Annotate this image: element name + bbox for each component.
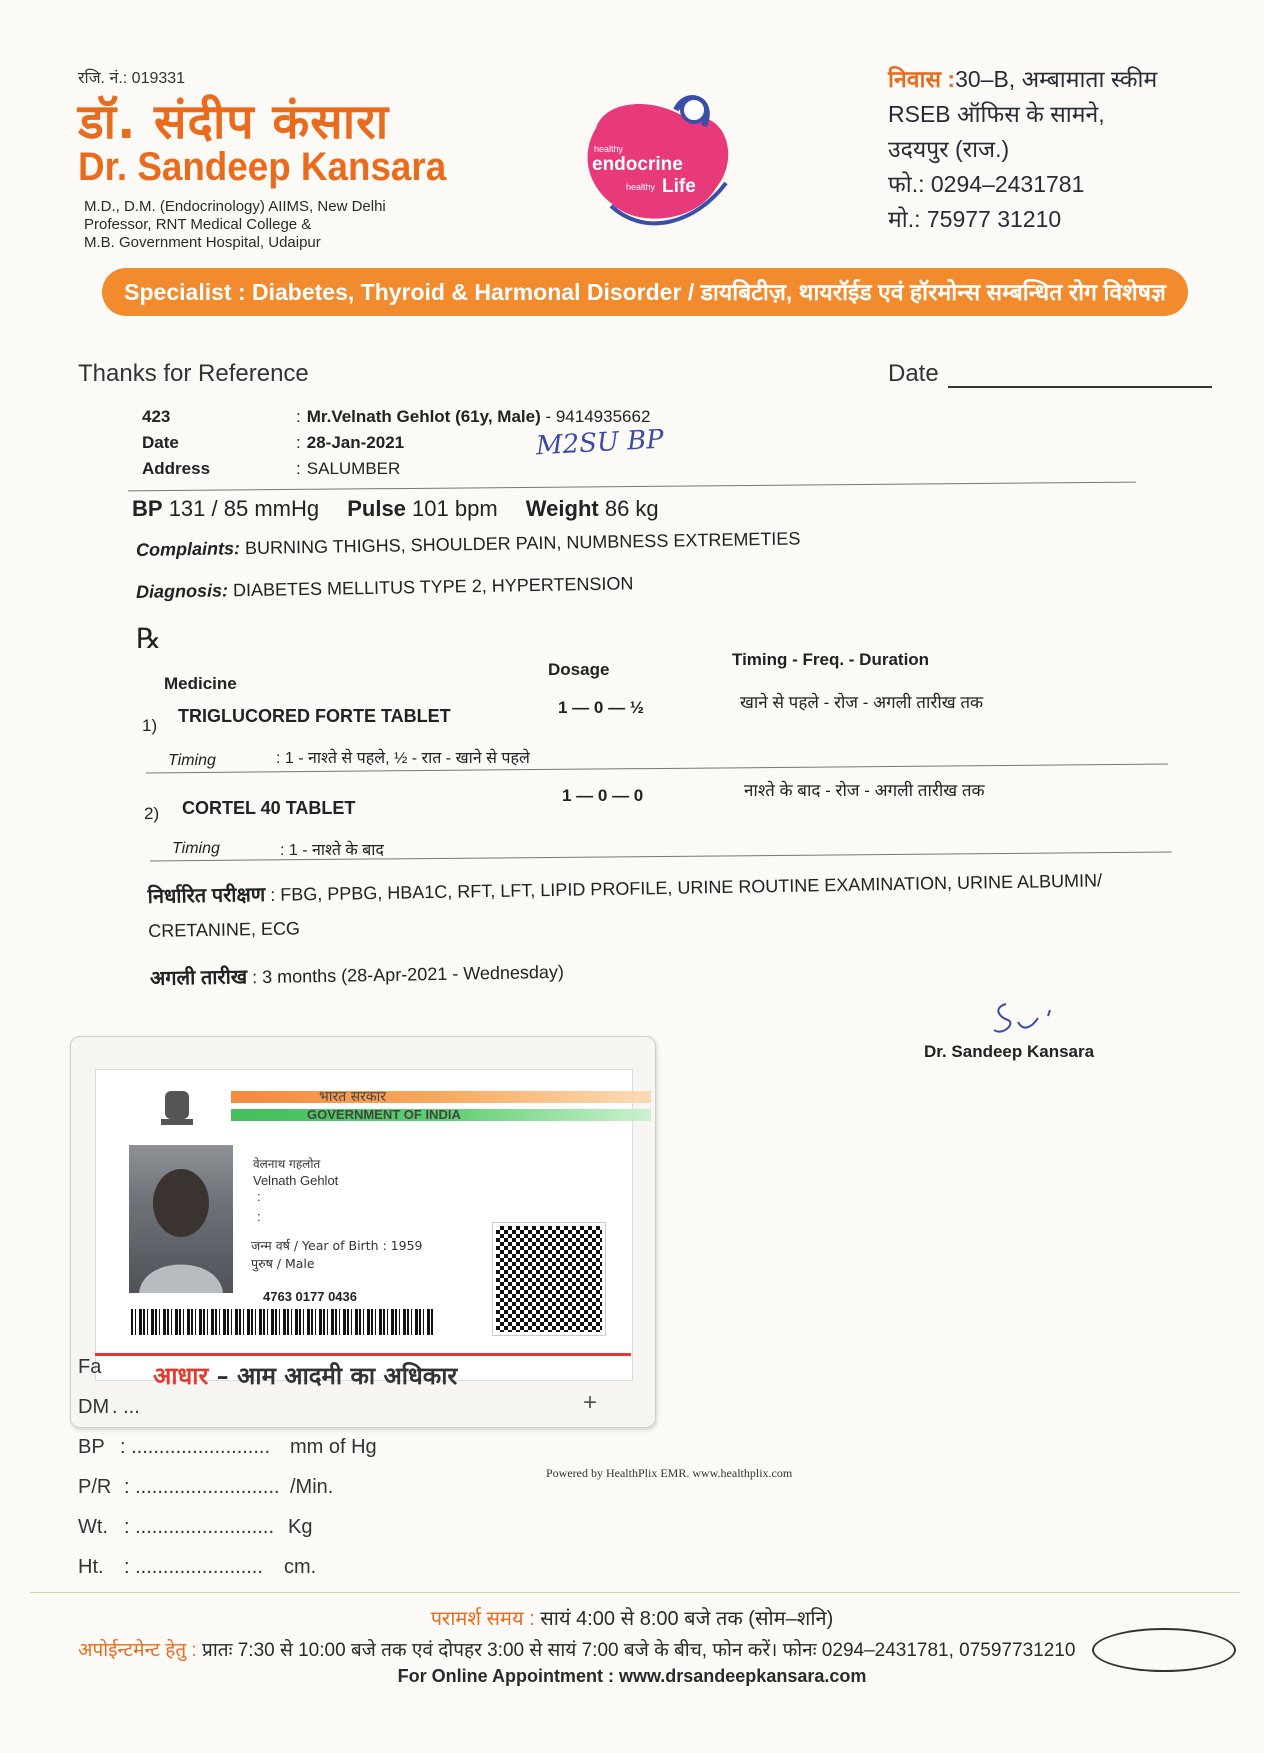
aadhaar-number: 4763 0177 0436 xyxy=(263,1289,357,1304)
emblem-icon xyxy=(159,1087,195,1131)
qualification-line: Professor, RNT Medical College & xyxy=(84,216,312,233)
pulse-label: Pulse xyxy=(347,496,406,521)
doctor-qualifications xyxy=(84,198,386,252)
diagnosis xyxy=(136,573,634,603)
online-label: For Online Appointment : xyxy=(397,1666,614,1686)
qr-code xyxy=(493,1223,605,1335)
form-bp-label: BP xyxy=(78,1436,105,1458)
clinic-address xyxy=(888,62,1157,237)
slogan-rest: – आम आदमी का अधिकार xyxy=(208,1361,458,1390)
aadhaar-slogan xyxy=(153,1359,457,1392)
complaints xyxy=(136,528,801,561)
patient-date: 28-Jan-2021 xyxy=(306,433,405,452)
timing-label: Timing xyxy=(168,752,216,769)
logo-text: Life xyxy=(662,176,696,197)
barcode xyxy=(131,1309,433,1335)
header-dosage: Dosage xyxy=(548,660,610,679)
photo xyxy=(129,1145,233,1293)
card-name-english: Velnath Gehlot xyxy=(253,1173,339,1188)
doctor-name-hindi: डॉ. संदीप कंसारा xyxy=(78,94,390,150)
weight-label: Weight xyxy=(525,496,599,521)
phone-line: फो.: 0294–2431781 xyxy=(888,171,1085,197)
form-ht-label: Ht. xyxy=(78,1556,104,1578)
weight-value: 86 kg xyxy=(604,496,659,521)
consult-time: सायं 4:00 से 8:00 बजे तक (सोम–शनि) xyxy=(534,1608,834,1630)
vitals-row xyxy=(132,496,659,522)
form-bp-dots: : ......................... xyxy=(120,1436,271,1458)
patient-address-label: Address xyxy=(142,459,211,478)
patient-name: Mr.Velnath Gehlot (61y, Male) xyxy=(306,407,541,426)
form-ht-unit: cm. xyxy=(284,1556,317,1578)
patient-address: SALUMBER xyxy=(306,459,401,478)
medicine-number: 1) xyxy=(142,716,158,735)
tests-value: : FBG, PPBG, HBA1C, RFT, LFT, LIPID PROFILE, URINE ROUTINE EXAMINATION, URINE ALBUMIN/ CRETANINE, ECG xyxy=(148,870,1103,941)
appointment-info xyxy=(78,1636,1075,1662)
card-name-hindi: वेलनाथ गहलोत xyxy=(253,1157,321,1171)
date-label: Date xyxy=(888,360,939,387)
divider xyxy=(128,482,1136,492)
logo-text: healthy xyxy=(626,182,656,192)
mobile-line: मो.: 75977 31210 xyxy=(888,206,1062,232)
powered-by: Powered by HealthPlix EMR. www.healthplix.com xyxy=(546,1466,793,1480)
medicine-frequency: नाश्ते के बाद - रोज - अगली तारीख तक xyxy=(744,781,985,800)
complaints-label: Complaints: xyxy=(135,538,241,560)
form-pr-dots: : .......................... xyxy=(124,1476,280,1498)
patient-date-label: Date xyxy=(142,433,179,452)
form-bp-unit: mm of Hg xyxy=(290,1436,377,1458)
address-line: RSEB ऑफिस के सामने, xyxy=(888,101,1105,127)
card-colon: : xyxy=(257,1189,261,1204)
form-pr-label: P/R xyxy=(78,1476,112,1498)
next-date-value: : 3 months (28-Apr-2021 - Wednesday) xyxy=(251,961,565,988)
form-pr-unit: /Min. xyxy=(290,1476,334,1498)
consultation-time xyxy=(0,1604,1264,1631)
card-gender: पुरुष / Male xyxy=(251,1256,315,1271)
gov-hindi: भारत सरकार xyxy=(319,1089,386,1105)
person-icon xyxy=(129,1145,233,1293)
date-blank-line xyxy=(948,386,1212,388)
tricolor-saffron xyxy=(231,1091,651,1103)
endocrine-logo xyxy=(576,88,736,238)
timing-value: : 1 - नाश्ते से पहले, ½ - रात - खाने से पहले xyxy=(276,750,530,767)
specialist-banner: Specialist : Diabetes, Thyroid & Harmonal Disorder / डायबिटीज़, थायरॉईड एवं हॉरमोन्स सम्बन्धित रोग विशेषज्ञ xyxy=(102,268,1188,316)
plus-icon: + xyxy=(583,1389,598,1416)
thanks-for-reference: Thanks for Reference xyxy=(78,360,309,387)
qualification-line: M.B. Government Hospital, Udaipur xyxy=(84,234,321,251)
next-date-label: अगली तारीख xyxy=(149,966,248,990)
footer-divider xyxy=(30,1592,1240,1593)
signature-scribble xyxy=(988,996,1078,1042)
diagnosis-label: Diagnosis: xyxy=(135,580,229,602)
form-wt-unit: Kg xyxy=(288,1516,313,1538)
address-line: उदयपुर (राज.) xyxy=(888,136,1010,162)
dm-dots: . ... xyxy=(112,1396,140,1418)
diagnosis-value: DIABETES MELLITUS TYPE 2, HYPERTENSION xyxy=(232,573,634,601)
timing-value: : 1 - नाश्ते के बाद xyxy=(280,842,384,859)
form-wt-dots: : ......................... xyxy=(124,1516,275,1538)
medicine-number: 2) xyxy=(144,804,160,823)
header-timing: Timing - Freq. - Duration xyxy=(732,650,930,669)
address-line: 30–B, अम्बामाता स्कीम xyxy=(955,66,1158,92)
online-url: www.drsandeepkansara.com xyxy=(613,1666,867,1686)
appt-text: प्रातः 7:30 से 10:00 बजे तक एवं दोपहर 3:00 से सायं 7:00 बजे के बीच, फोन करें। फोनः 0294–2431781, xyxy=(196,1640,960,1661)
fasting-label: Fa xyxy=(78,1356,102,1378)
red-line xyxy=(95,1353,631,1356)
header-medicine: Medicine xyxy=(164,674,237,693)
gov-english: GOVERNMENT OF INDIA xyxy=(307,1107,461,1122)
online-appointment xyxy=(0,1666,1264,1687)
slogan-aadhaar: आधार xyxy=(153,1361,209,1390)
tests-label: निर्धारित परीक्षण xyxy=(147,883,266,909)
timing-label: Timing xyxy=(172,840,220,857)
next-date xyxy=(150,957,564,991)
bp-label: BP xyxy=(132,496,163,521)
card-colon: : xyxy=(257,1209,261,1224)
consult-label: परामर्श समय : xyxy=(430,1608,535,1630)
medicine-dosage: 1 — 0 — ½ xyxy=(558,698,644,717)
aadhaar-card xyxy=(70,1036,656,1428)
address-label: निवास : xyxy=(888,66,956,92)
pulse-value: 101 bpm xyxy=(412,496,498,521)
patient-phone: - 9414935662 xyxy=(545,407,651,426)
rx-icon: ℞ xyxy=(136,622,162,655)
complaints-value: BURNING THIGHS, SHOULDER PAIN, NUMBNESS EXTREMETIES xyxy=(244,528,801,559)
medicine-name: CORTEL 40 TABLET xyxy=(182,798,356,818)
medicine-dosage: 1 — 0 — 0 xyxy=(562,786,644,805)
handwritten-note: M2SU BP xyxy=(535,424,665,462)
doctor-signature-name: Dr. Sandeep Kansara xyxy=(924,1042,1095,1061)
medicine-frequency: खाने से पहले - रोज - अगली तारीख तक xyxy=(740,693,984,712)
card-yob: जन्म वर्ष / Year of Birth : 1959 xyxy=(251,1238,423,1253)
dm-label: DM xyxy=(78,1396,110,1418)
doctor-name-english: Dr. Sandeep Kansara xyxy=(78,145,447,189)
appt-label: अपोईन्टमेन्ट हेतु : xyxy=(78,1640,197,1661)
qualification-line: M.D., D.M. (Endocrinology) AIIMS, New Delhi xyxy=(84,198,386,215)
form-wt-label: Wt. xyxy=(78,1516,108,1538)
bp-value: 131 / 85 mmHg xyxy=(168,496,320,521)
logo-text: healthy xyxy=(594,144,624,154)
form-ht-dots: : ....................... xyxy=(124,1556,263,1578)
appt-phone: 07597731210 xyxy=(959,1640,1076,1661)
registration-number: रजि. नं.: 019331 xyxy=(78,70,186,87)
patient-id: 423 xyxy=(142,407,171,426)
logo-text: endocrine xyxy=(592,154,683,175)
prescribed-tests xyxy=(147,862,1158,948)
patient-info: 423 : Mr.Velnath Gehlot (61y, Male) - 9414935662 Date : 28-Jan-2021 Address : SALUMBER xyxy=(142,404,656,482)
medicine-name: TRIGLUCORED FORTE TABLET xyxy=(178,706,451,726)
